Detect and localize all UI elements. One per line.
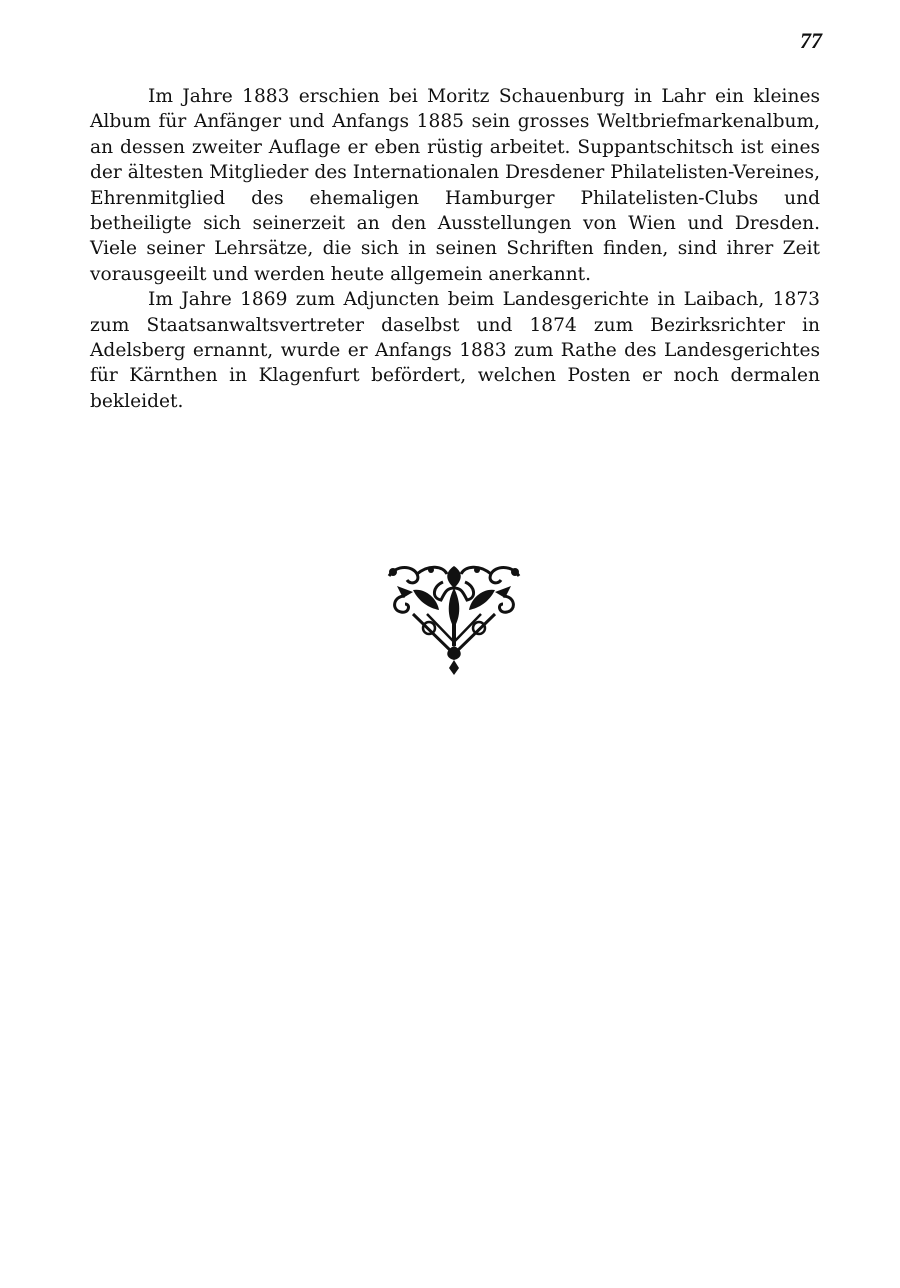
paragraph-2: Im Jahre 1869 zum Adjuncten beim Landesgerichte in Laibach, 1873 zum Staatsanwaltsvertreter daselbst und 1874 zum Bezirksrichter in Adelsberg ernannt, wurde er Anfangs 1883 zum Rathe des Landesgerichtes für Kärnthen in Klagenfurt befördert, welchen Posten er noch dermalen bekleidet. bbox=[90, 289, 820, 412]
floral-tailpiece-icon bbox=[383, 562, 525, 677]
page-number: 77 bbox=[800, 28, 822, 53]
paragraph-1: Im Jahre 1883 erschien bei Moritz Schauenburg in Lahr ein kleines Album für Anfänger und Anfangs 1885 sein grosses Weltbriefmarkenalbum, an dessen zweiter Auflage er eben rüstig arbeitet. Suppantschitsch ist eines der ältesten Mitglieder des Internationalen Dresdener Philatelisten-Vereines, Ehrenmitglied des ehemaligen Hamburger Philatelisten-Clubs und betheiligte sich seinerzeit an den Ausstellungen von Wien und Dresden. Viele seiner Lehrsätze, die sich in seinen Schriften finden, sind ihrer Zeit vorausgeeilt und werden heute allgemein anerkannt. bbox=[90, 86, 820, 285]
body-text bbox=[90, 84, 820, 414]
